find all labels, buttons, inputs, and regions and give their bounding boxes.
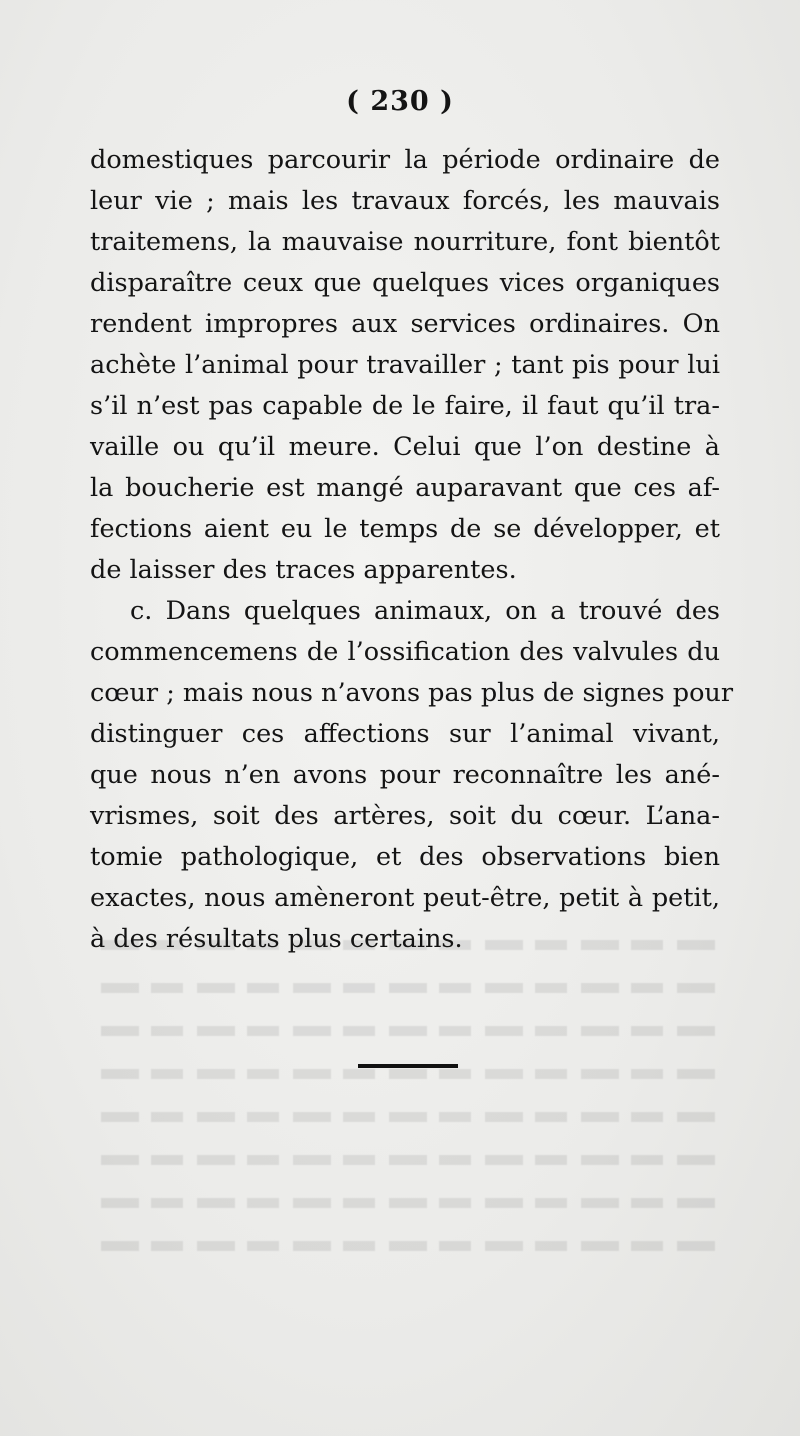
text-line: disparaître ceux que quelques vices organiques: [90, 268, 720, 298]
text-line: à des résultats plus certains.: [90, 924, 463, 954]
text-line: commencemens de l’ossification des valvules du: [90, 637, 720, 667]
text-line: vaille ou qu’il meure. Celui que l’on destine à: [90, 432, 720, 462]
text-line: tomie pathologique, et des observations bien: [90, 842, 720, 872]
text-line: domestiques parcourir la période ordinaire de: [90, 145, 720, 175]
section-end-rule: [358, 1064, 458, 1068]
text-line: distinguer ces affections sur l’animal vivant,: [90, 719, 720, 749]
text-line: cœur ; mais nous n’avons pas plus de signes pour: [90, 678, 734, 708]
show-through-text: [95, 940, 715, 1260]
page-number-header: ( 230 ): [346, 86, 454, 117]
text-line: c. Dans quelques animaux, on a trouvé des: [130, 596, 720, 626]
text-line: achète l’animal pour travailler ; tant pis pour lui: [90, 350, 720, 380]
text-line: s’il n’est pas capable de le faire, il faut qu’il tra-: [90, 391, 720, 421]
text-line: vrismes, soit des artères, soit du cœur. L’ana-: [90, 801, 720, 831]
text-line: leur vie ; mais les travaux forcés, les mauvais: [90, 186, 720, 216]
text-line: traitemens, la mauvaise nourriture, font bientôt: [90, 227, 720, 257]
text-line: rendent impropres aux services ordinaires. On: [90, 309, 720, 339]
text-line: de laisser des traces apparentes.: [90, 555, 517, 585]
body-text: [90, 140, 734, 960]
text-line: fections aient eu le temps de se développer, et: [90, 514, 720, 544]
text-line: exactes, nous amèneront peut-être, petit à petit,: [90, 883, 720, 913]
text-line: la boucherie est mangé auparavant que ces af-: [90, 473, 720, 503]
text-line: que nous n’en avons pour reconnaître les ané-: [90, 760, 720, 790]
